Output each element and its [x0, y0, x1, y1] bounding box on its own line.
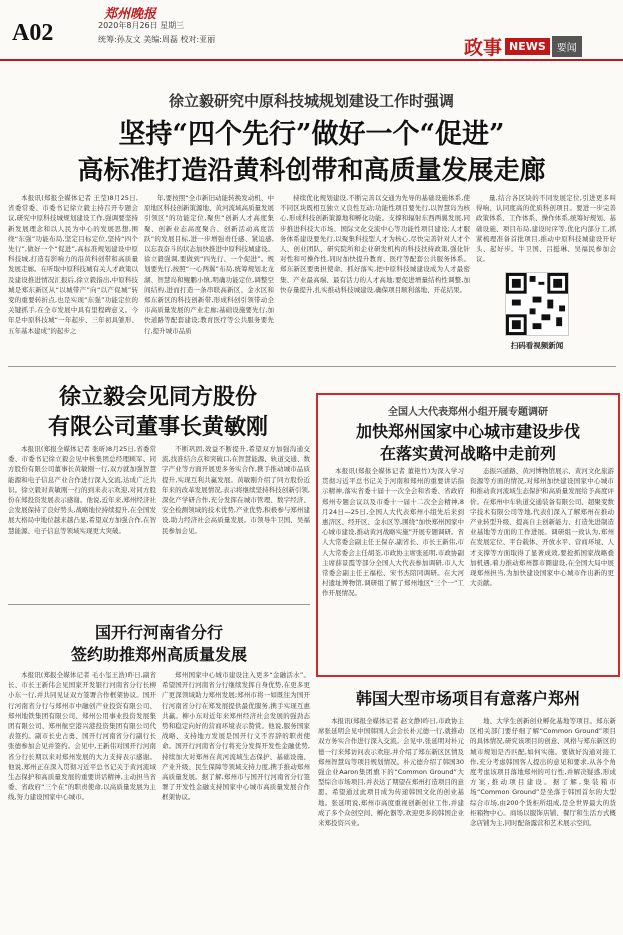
header-rule: [0, 59, 623, 61]
lead-headline-line1: 坚持“四个先行”做好一个“促进”: [118, 119, 505, 150]
story4-column-2: 态振兴道路、黄河博物馆展示、黄河文化旅游资源等方面的情况,对郑州加快建设国家中心城市和推动黄河流域生态保护和高质量发展给予高度评价。在郑州中车轨道交通装备有限公司、超聚变数字技术有限公司等地,代表们深入了解郑州在推动产业转型升级、提高自主创新能力、打造先进制造业基地等方面的工作进展。调研组一致认为,郑州在发展定位、平台载体、开放水平、营商环境、人才支撑等方面取得了显著成效,要抢抓国家战略叠加机遇,着力推动郑州都市圈建设,在全国大局中展现郑州担当,为加快建设国家中心城市作出新的更大贡献。: [470, 467, 614, 588]
story4-headline-line2: 在落实黄河战略中走前列: [379, 444, 556, 463]
story5-column-2: 地、大学生创新创业孵化基地等项目。郑东新区相关部门要仔细了解“Common Ground”项目的具体情况,研究该项目的创意、风格与郑东新区的城市规划是否匹配,如何实施。要做好沟通对接工作,充分考虑韩国客人提出的意见和要求,从各个角度考虑该项目落地郑州的可行性,并解决疑惑,形成方案,推动项目建设。据了解,集装箱市场“Common Ground”是坐落于韩国首尔的大型综合市场,由200个货柜所组成,是全世界最大的货柜箱物中心。商场以服饰店铺、餐厅和生活方式概念店铺为主,同时配备露营和艺术展示空间。: [470, 717, 616, 828]
story2-headline-line2: 有限公司董事长黄敏刚: [47, 414, 268, 440]
qr-code-icon[interactable]: [505, 272, 569, 336]
story2-column-2: 不断巩固,效益不断提升,希望双方加强沟通交流,找准结合点和突破口,在智慧能源、轨道交通、数字产业等方面开展更多务实合作,携手推动城市品质提升,实现互利共赢发展。黄敏刚介绍了同方股份近年来的改革发展情况,表示将继续坚持科技创新引领,深化产学研合作,充分发挥在城市管理、数字经济、安全检测领域的技术优势,产业优势,积极参与郑州建设,助力经济社会高质量发展。市领导牛卫国、吴福民参加会见。: [162, 445, 310, 535]
lead-kicker: 徐立毅研究中原科技城规划建设工作时强调: [168, 92, 454, 110]
section-sub: 要闻: [552, 36, 582, 57]
lead-headline-line2: 高标准打造沿黄科创带和高质量发展走廊: [77, 156, 546, 186]
page-number: A02: [12, 20, 54, 46]
story2-headline-line1: 徐立毅会见同方股份: [58, 384, 257, 410]
lead-column-3: 持续优化规划建设,不断完善以交通为先导的基础设施体系,使不同区块既相互独立又良性互动;功能性项目要先行,以智慧岛为核心,形成科技创新策源地和孵化功能。支撑和辐射东西两翼发展,同步推进科技大市场、国际文化交流中心等功能性项目建设;人才服务体系建设要先行,以聚集科技型人才为核心,尽快完善针对人才个人、创业团队、研究院所和企业研发机构的科技扶持政策,强化针对性和可操作性,同时加快提升教育、医疗等配套公共服务体系。郑东新区要勇担使命、抓好落实,把中原科技城建设成为人才最密集、产业最高端、最有活力的人才高地;要促进增量结构性调整,加快存量提升,扎实推动科技城建设,确保项目顺利落地、开花结果。: [280, 194, 470, 294]
section-name: 政事: [464, 36, 503, 59]
qr-caption: 扫码看视频新闻: [510, 341, 564, 350]
editorial-staff: 统筹:孙友文 美编:周磊 校对:亚丽: [98, 35, 216, 44]
lead-column-2: 年,要按照“全市新旧动能转换发动机、中原地区科技创新策源地、黄河流域高质量发展引领区”的功能定位,聚焦“创新人才高度集聚、创新业态高度聚合、创新活动高度活跃”的发展目标,进一步增强责任感、紧迫感,以忘我奋斗的状态加快推进中原科技城建设。徐立毅强调,要做到“四先行、一个促进”。规划要先行,按照“一心两翼”布局,统筹规划北龙湖、智慧岛和鲲鹏小镇,明确功能定位,调整空间结构,进而打造一条串联高新区、金水区和郑东新区的科技创新带,形成科创引领带动全市高质量发展的产业走廊;基础设施要先行,加快道路等配套建设;教育医疗等公共服务要先行,提升城市品质: [144, 194, 274, 335]
story4-headline-line1: 加快郑州国家中心城市建设步伐: [355, 422, 580, 441]
issue-date: 2020年8月26日 星期三: [98, 21, 185, 30]
story4-kicker: 全国人大代表郑州小组开展专题调研: [388, 407, 548, 418]
story-divider: [8, 604, 310, 605]
story3-headline-line2: 签约助推郑州高质量发展: [70, 645, 247, 664]
story2-column-1: 本报讯(郑报全媒体记者 张昕)8月25日,省委常委、市委书记徐立毅会见中核集团总经理顾军、同方股份有限公司董事长黄敏刚一行,双方就加强智慧能源和电子信息产业合作进行深入交流,达成广泛共识。徐立毅对黄敏刚一行的到来表示欢迎,对同方股份在郑投资发展表示感谢。他说,近年来,郑州经济社会发展保持了良好势头,战略地位持续提升,在全国发展大格局中地位越来越凸显,希望双方加强合作,在智慧能源、电子信息等领域实现更大突破。: [8, 445, 156, 535]
story3-column-2: 郑州国家中心城市建设注入更多“金融活水”。希望国开行河南省分行继续发挥自身优势,在更多更广更深领域助力郑州发展;郑州市将一如既往为国开行河南省分行在郑发展提供最优服务,携手实现互惠共赢。柳小东对近年来郑州经济社会发展的强劲态势和稳定向好的营商环境表示赞赏。他说,服务国家战略、支持地方发展是国开行义不容辞的职责使命。国开行河南省分行将充分发挥开发性金融优势,持续加大对郑州在黄河流域生态保护、基础设施、产业升级、民生保障等领域支持力度,携手推动郑州高质量发展。据了解,郑州市与国开行河南省分行签署了开发性金融支持国家中心城市高质量发展合作框架协议。: [162, 671, 310, 802]
story3-headline-line1: 国开行河南省分行: [94, 623, 223, 642]
section-label: [464, 34, 582, 58]
story5-headline: 韩国大型市场项目有意落户郑州: [355, 689, 580, 708]
section-english: NEWS: [505, 38, 550, 55]
story5-column-1: 本报讯(郑报全媒体记者 赵文静)昨日,市政协主席张延明会见中国韩国人会会长朴元德一行,就推动双方务实合作进行深入交流。会见中,张延明对朴元德一行来郑访问表示欢迎,并介绍了郑东新区区情及郑州智慧岛等项目规划情况。朴元德介绍了韩国30强企业Aaron集团旗下的“Common Ground”大型综合市场项目,并表达了期望在郑州打造项目的意愿。希望通过此项目成为传递韩国文化的创业基地。张延明说,郑州市高度重视创新创业工作,并建成了多个众创空间、孵化器等,欢迎更多的韩国企业来郑投资兴业。: [318, 717, 464, 828]
page-header: [0, 0, 623, 66]
lead-column-4: 量,结合各区块的不同发展定位,引进更多叫得响、认同度高的优质科创项目。要进一步完善政策体系、工作体系、操作体系,统筹好规划、基础设施、项目布局,建设时序等,优化内部分工,抓紧梳理准备首批项目,推动中原科技城建设开好头、起好步。牛卫国、吕挺琳、吴福民参加会议。: [476, 194, 616, 264]
section-divider: [8, 366, 616, 367]
lead-column-1: 本报讯(郑报全媒体记者 王莹)8月25日,省委常委、市委书记徐立毅主持召开专题会议,研究中原科技城规划建设工作,强调要坚持新发展理念和以人民为中心的发展思想,围绕“东强”功能布局,坚定目标定位,坚持“四个先行”,做好一个“促进”,高标准规划建设中原科技城,打造有影响力的沿黄科创带和高质量发展走廊。在听取中原科技城有关人才政策以及建设推进情况汇报后,徐立毅指出,中原科技城是郑东新区从“以城带产”向“以产促城”转变的重要转折点,也是实现“东强”功能定位的关键抓手,在全市发展中具有里程碑意义。今年是中原科技城“一年起步、三年初具雏形、五年基本建成”的起步之: [8, 194, 138, 335]
masthead-logo: 郑州晚报: [104, 6, 157, 21]
story3-column-1: 本报讯(郑报全媒体记者 毛小玺王浩)昨日,副省长、市长王新伟会见国家开发银行河南省分行长柳小东一行,并共同见证双方签署合作框架协议。国开行河南省分行与郑州市中融创产业投资有限公司、郑州地铁集团有限公司、郑州公用事业投资发展集团有限公司、郑州航空港兴港投资集团有限公司代表签约。副市长史占勇、国开行河南省分行副行长张德参加会见并签约。会见中,王新伟对国开行河南省分行长期以来对郑州发展的大力支持表示感谢。他说,郑州正在深入贯彻习近平总书记关于黄河流域生态保护和高质量发展的重要讲话精神,主动担当省委、省政府“三个在”的职责使命,以高质量发展为主线,努力建设国家中心城市。: [8, 671, 156, 802]
story4-column-1: 本报讯(郑报全媒体记者 董艳竹)为深入学习贯彻习近平总书记关于河南和郑州的重要讲话指示精神,落实省委十届十一次全会和省委、省政府郑州专题会议以及市委十一届十二次全会精神,8月24日—25日,全国人大代表郑州小组先后来到惠济区、经开区、金水区等,围绕“加快郑州国家中心城市建设,推动黄河战略实施”开展专题调研。省人大常委会副主任王保存,副省长、市长王新伟,市人大常委会主任胡荃,市政协主席张延明,市政协副主席薛景霞等部分全国人大代表参加调研,市人大常委会副主任王福松、宋书杰陪同调研。在大河村遗址博物馆,调研组了解了郑州地区“三个一”工作开展情况。: [322, 467, 464, 598]
